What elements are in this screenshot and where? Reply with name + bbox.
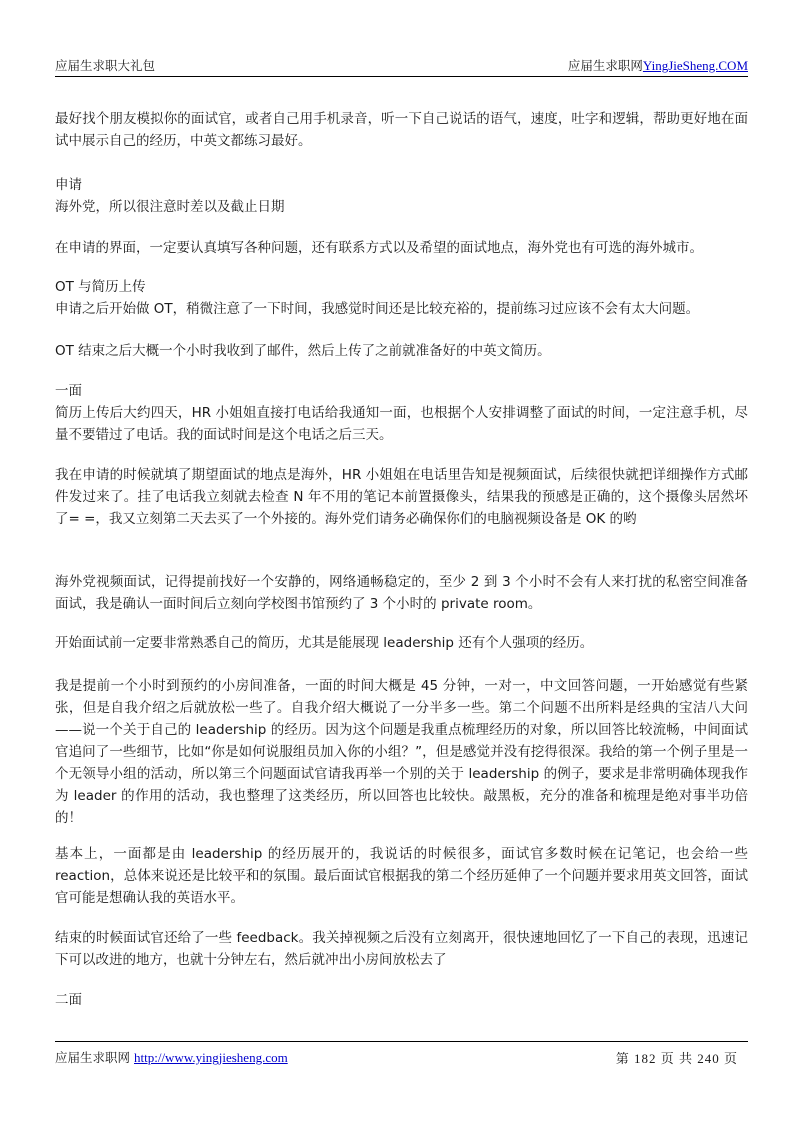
page-number: 第 182 页 共 240 页 [615, 1051, 738, 1066]
document-body [55, 0, 748, 1132]
header-title: 应届生求职大礼包 [55, 58, 156, 73]
paragraph-quiet-room: 海外党视频面试，记得提前找好一个安静的，网络通畅稳定的，至少 2 到 3 个小时不会有人来打扰的私密空间准备面试，我是确认一面时间后立刻向学校图书馆预约了 3 个小时的 private room。 [55, 574, 748, 612]
paragraph-hr-call: 简历上传后大约四天，HR 小姐姐直接打电话给我通知一面，也根据个人安排调整了面试的时间，一定注意手机，尽量不要错过了电话。我的面试时间是这个电话之后三天。 [55, 405, 748, 443]
section-heading-first-interview: 一面 [55, 383, 82, 399]
page-footer [55, 1048, 748, 1066]
header-site-link[interactable]: YingJieSheng.COM [642, 58, 748, 73]
footer-divider [55, 1041, 748, 1042]
footer-site [55, 1048, 288, 1066]
paragraph-know-resume: 开始面试前一定要非常熟悉自己的简历，尤其是能展现 leadership 还有个人强项的经历。 [55, 635, 594, 651]
paragraph-ot-result: OT 结束之后大概一个小时我收到了邮件，然后上传了之前就准备好的中英文简历。 [55, 343, 551, 359]
paragraph-ot: 申请之后开始做 OT，稍微注意了一下时间，我感觉时间还是比较充裕的，提前练习过应该不会有太大问题。 [55, 301, 700, 317]
section-heading-second-interview: 二面 [55, 992, 82, 1008]
paragraph-application-form: 在申请的界面，一定要认真填写各种问题，还有联系方式以及希望的面试地点，海外党也有可选的海外城市。 [55, 240, 703, 256]
section-heading-ot: OT 与简历上传 [55, 279, 146, 295]
header-site-label: 应届生求职网 [567, 58, 643, 73]
footer-site-label: 应届生求职网 [55, 1050, 131, 1065]
paragraph-interview-detail: 我是提前一个小时到预约的小房间准备，一面的时间大概是 45 分钟，一对一，中文回答问题，一开始感觉有些紧张，但是自我介绍之后就放松一些了。自我介绍大概说了一分半多一些。第二个问题不出所料是经典的宝洁八大问——说一个关于自己的 leadership 的经历。因为这个问题是我重点梳理经历的对象，所以回答比较流畅，中间面试官追问了一些细节，比如“你是如何说服组员加入你的小组？”，但是感觉并没有挖得很深。我给的第一个例子里是一个无领导小组的活动，所以第三个问题面试官请我再举一个别的关于 leadership 的例子，要求是非常明确体现我作为 leader 的作用的活动，我也整理了这类经历，所以回答也比较快。敲黑板，充分的准备和梳理是绝对事半功倍的！ [55, 678, 748, 826]
paragraph-feedback: 结束的时候面试官还给了一些 feedback。我关掉视频之后没有立刻离开，很快速地回忆了一下自己的表现，迅速记下可以改进的地方，也就十分钟左右，然后就冲出小房间放松去了 [55, 930, 748, 968]
footer-site-link[interactable]: http://www.yingjiesheng.com [134, 1050, 288, 1065]
paragraph-practice-tip: 最好找个朋友模拟你的面试官，或者自己用手机录音，听一下自己说话的语气，速度，吐字和逻辑，帮助更好地在面试中展示自己的经历，中英文都练习最好。 [55, 111, 748, 149]
paragraph-video-setup: 我在申请的时候就填了期望面试的地点是海外，HR 小姐姐在电话里告知是视频面试，后续很快就把详细操作方式邮件发过来了。挂了电话我立刻就去检查 N 年不用的笔记本前置摄像头，结果我的预感是正确的，这个摄像头居然坏了= =，我又立刻第二天去买了一个外接的。海外党们请务必确保你们的电脑视频设备是 OK 的哟 [55, 467, 748, 527]
paragraph-overseas-note: 海外党，所以很注意时差以及截止日期 [55, 199, 285, 215]
section-heading-apply: 申请 [55, 177, 82, 193]
paragraph-leadership: 基本上，一面都是由 leadership 的经历展开的，我说话的时候很多，面试官多数时候在记笔记，也会给一些 reaction，总体来说还是比较平和的氛围。最后面试官根据我的第二个经历延伸了一个问题并要求用英文回答，面试官可能是想确认我的英语水平。 [55, 846, 748, 906]
